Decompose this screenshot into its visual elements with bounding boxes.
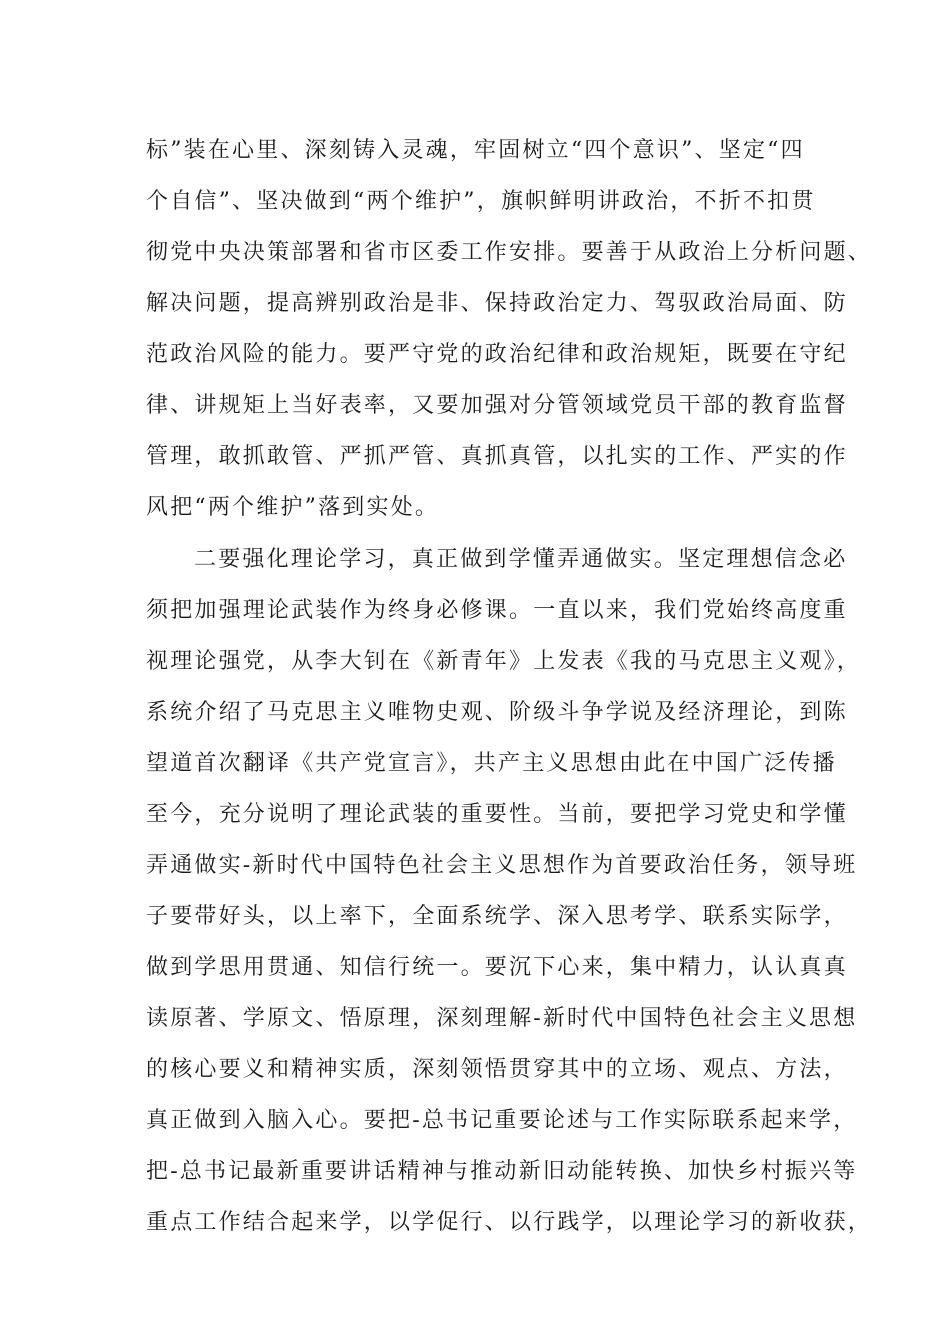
paragraph-2-line-13: 把-总书记最新重要讲话精神与推动新旧动能转换、加快乡村振兴等 [146,1159,858,1184]
paragraph-2-line-1: 二要强化理论学习，真正做到学懂弄通做实。坚定理想信念必 [194,547,848,572]
paragraph-1-line-4: 解决问题，提高辨别政治是非、保持政治定力、驾驭政治局面、防 [146,291,848,316]
paragraph-2-line-2: 须把加强理论武装作为终身必修课。一直以来，我们党始终高度重 [146,598,848,623]
paragraph-1-line-7: 管理，敢抓敢管、严抓严管、真抓真管，以扎实的工作、严实的作 [146,444,848,469]
paragraph-2-line-8: 子要带好头，以上率下，全面系统学、深入思考学、联系实际学， [146,904,848,929]
paragraph-2-line-14: 重点工作结合起来学，以学促行、以行践学，以理论学习的新收获， [146,1210,873,1235]
paragraph-1-line-8: 风把“两个维护”落到实处。 [146,495,440,520]
paragraph-1-line-3: 彻党中央决策部署和省市区委工作安排。要善于从政治上分析问题、 [146,240,873,265]
paragraph-2-line-7: 弄通做实-新时代中国特色社会主义思想作为首要政治任务，领导班 [146,853,858,878]
paragraph-2-line-5: 望道首次翻译《共产党宣言》，共产主义思想由此在中国广泛传播 [146,751,837,776]
paragraph-2-line-4: 系统介绍了马克思主义唯物史观、阶级斗争学说及经济理论，到陈 [146,700,848,725]
paragraph-1-line-2: 个自信”、坚决做到“两个维护”，旗帜鲜明讲政治，不折不扣贯 [146,189,816,214]
paragraph-2-line-6: 至今，充分说明了理论武装的重要性。当前，要把学习党史和学懂 [146,802,848,827]
paragraph-2-line-11: 的核心要义和精神实质，深刻领悟贯穿其中的立场、观点、方法， [146,1057,848,1082]
paragraph-1-line-6: 律、讲规矩上当好表率，又要加强对分管领域党员干部的教育监督 [146,393,848,418]
paragraph-1-line-5: 范政治风险的能力。要严守党的政治纪律和政治规矩，既要在守纪 [146,342,848,367]
paragraph-2-line-9: 做到学思用贯通、知信行统一。要沉下心来，集中精力，认认真真 [146,955,848,980]
paragraph-2-line-10: 读原著、学原文、悟原理，深刻理解-新时代中国特色社会主义思想 [146,1006,858,1031]
paragraph-2-line-3: 视理论强党，从李大钊在《新青年》上发表《我的马克思主义观》， [146,649,862,674]
paragraph-2-line-12: 真正做到入脑入心。要把-总书记重要论述与工作实际联系起来学， [146,1108,858,1133]
paragraph-1-line-1: 标”装在心里、深刻铸入灵魂，牢固树立“四个意识”、坚定“四 [146,138,805,163]
